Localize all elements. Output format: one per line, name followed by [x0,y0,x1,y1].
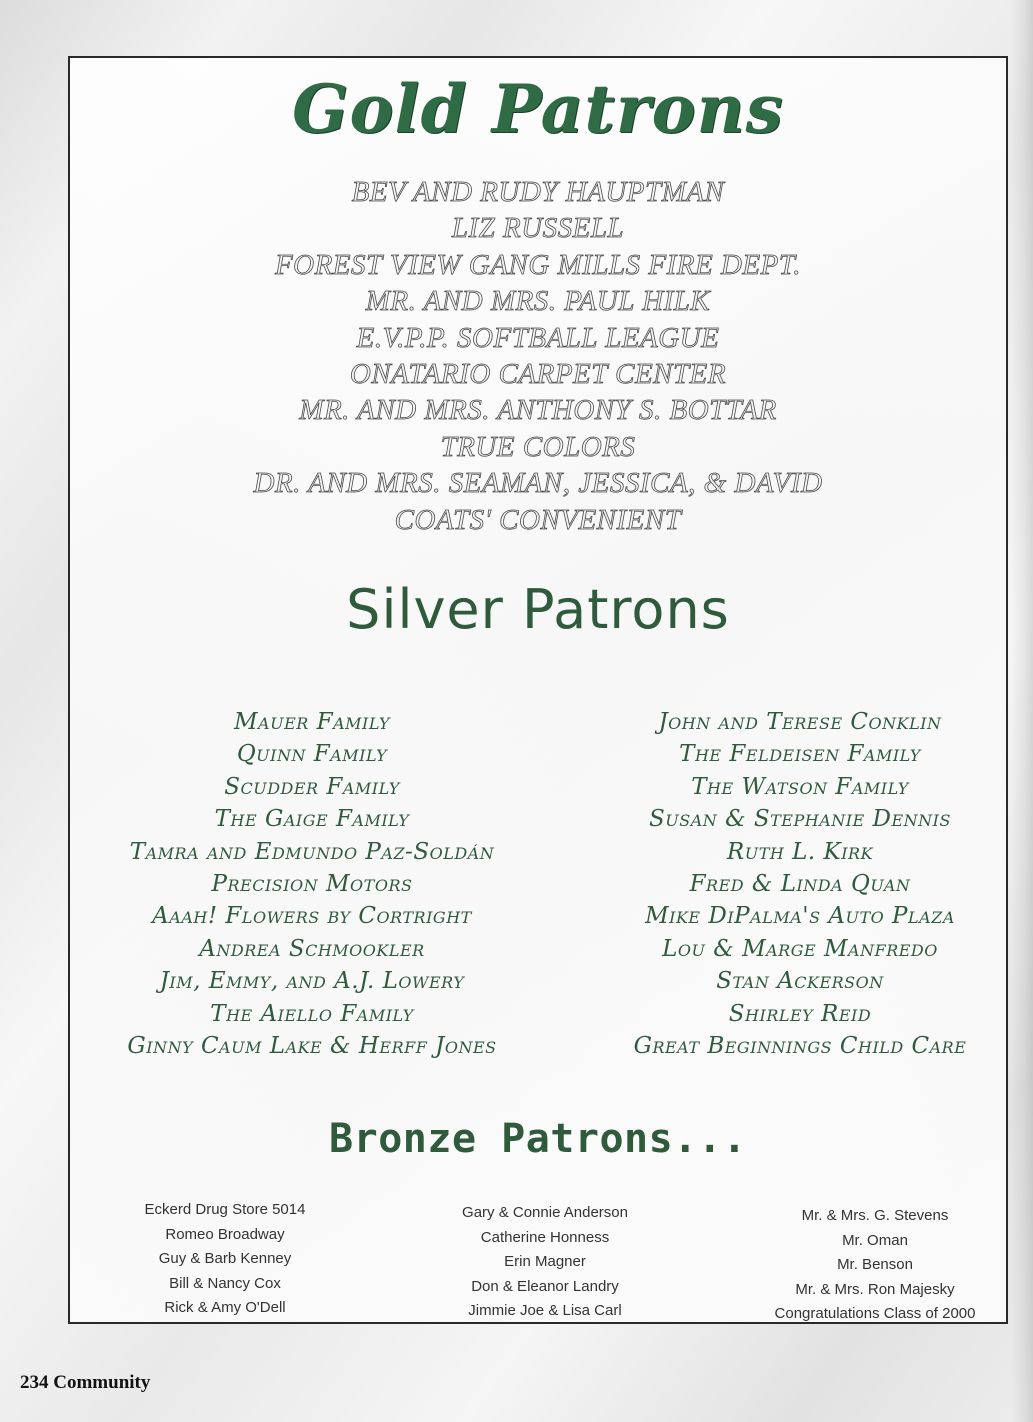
gold-patrons-list [70,174,1006,538]
silver-patrons-title: Silver Patrons [346,578,730,641]
gold-patron: TRUE COLORS [440,430,636,463]
bronze-patron: Guy & Barb Kenney [158,1250,292,1267]
silver-patron: Ginny Caum Lake & Herff Jones [127,1033,497,1060]
bronze-patron: Congratulations Class of 2000 [774,1305,976,1322]
silver-patron: Scudder Family [224,773,400,800]
bronze-patrons-title: Bronze Patrons... [329,1116,747,1162]
bronze-patron: Catherine Honness [480,1228,610,1246]
bronze-patron: Don & Eleanor Landry [471,1277,619,1295]
gold-patron: BEV AND RUDY HAUPTMAN [351,176,725,208]
bronze-patron: Jimmie Joe & Lisa Carl [468,1302,622,1319]
silver-patron: Mauer Family [233,709,390,735]
silver-patron: Tamra and Edmundo Paz-Soldán [129,838,495,865]
bronze-patron: Erin Magner [504,1253,586,1270]
bronze-patrons-column-1 [130,1198,320,1321]
gold-patron: DR. AND MRS. SEAMAN, JESSICA, & DAVID [253,467,823,500]
bronze-patrons-column-2 [440,1201,650,1324]
silver-patron: Aaah! Flowers by Cortright [152,903,472,930]
bronze-patron: Mr. & Mrs. G. Stevens [801,1207,949,1224]
silver-patron: The Feldeisen Family [679,741,921,768]
silver-patrons-left-column [92,706,532,1062]
bronze-patrons-column-3 [745,1204,1005,1327]
bronze-patron: Romeo Broadway [165,1225,285,1243]
patrons-frame [68,56,1008,1324]
page-footer: 234 Community [20,1372,151,1393]
silver-patron: The Aiello Family [210,1000,414,1027]
gold-patron: COATS' CONVENIENT [394,503,682,536]
gold-patron: FOREST VIEW GANG MILLS FIRE DEPT. [274,248,802,281]
gold-patron: E.V.P.P. SOFTBALL LEAGUE [356,321,720,354]
silver-patron: The Watson Family [691,773,909,800]
silver-patron: John and Terese Conklin [658,709,942,735]
page-binding-shadow [1011,0,1033,1422]
silver-patron: Susan & Stephanie Dennis [649,806,951,833]
silver-patron: Ruth L. Kirk [726,838,874,865]
silver-patron: Stan Ackerson [716,968,884,995]
silver-patron: Jim, Emmy, and A.J. Lowery [159,968,465,995]
silver-patron: Precision Motors [211,871,413,898]
gold-patron: MR. AND MRS. ANTHONY S. BOTTAR [299,394,777,427]
gold-patron: LIZ RUSSELL [451,212,625,245]
silver-patron: The Gaige Family [214,806,410,833]
bronze-patron: Mr. Oman [842,1231,908,1249]
silver-patron: Quinn Family [236,741,388,768]
silver-patron: Andrea Schmookler [199,935,425,962]
gold-patron: MR. AND MRS. PAUL HILK [365,285,711,318]
gold-patrons-title: Gold Patrons [292,70,784,148]
gold-patron: ONATARIO CARPET CENTER [349,358,727,391]
silver-patron: Great Beginnings Child Care [633,1033,967,1060]
silver-patron: Lou & Marge Manfredo [662,935,938,962]
silver-patron: Shirley Reid [728,1000,872,1027]
bronze-patron: Rick & Amy O'Dell [164,1299,286,1316]
bronze-patron: Gary & Connie Anderson [462,1204,628,1221]
bronze-patron: Eckerd Drug Store 5014 [144,1201,306,1218]
bronze-patron: Mr. Benson [837,1256,913,1273]
silver-patron: Fred & Linda Quan [689,871,911,898]
bronze-patron: Mr. & Mrs. Ron Majesky [795,1280,955,1298]
bronze-patron: Bill & Nancy Cox [169,1274,281,1292]
silver-patron: Mike DiPalma's Auto Plaza [645,903,955,930]
silver-patrons-right-column [580,706,1020,1062]
